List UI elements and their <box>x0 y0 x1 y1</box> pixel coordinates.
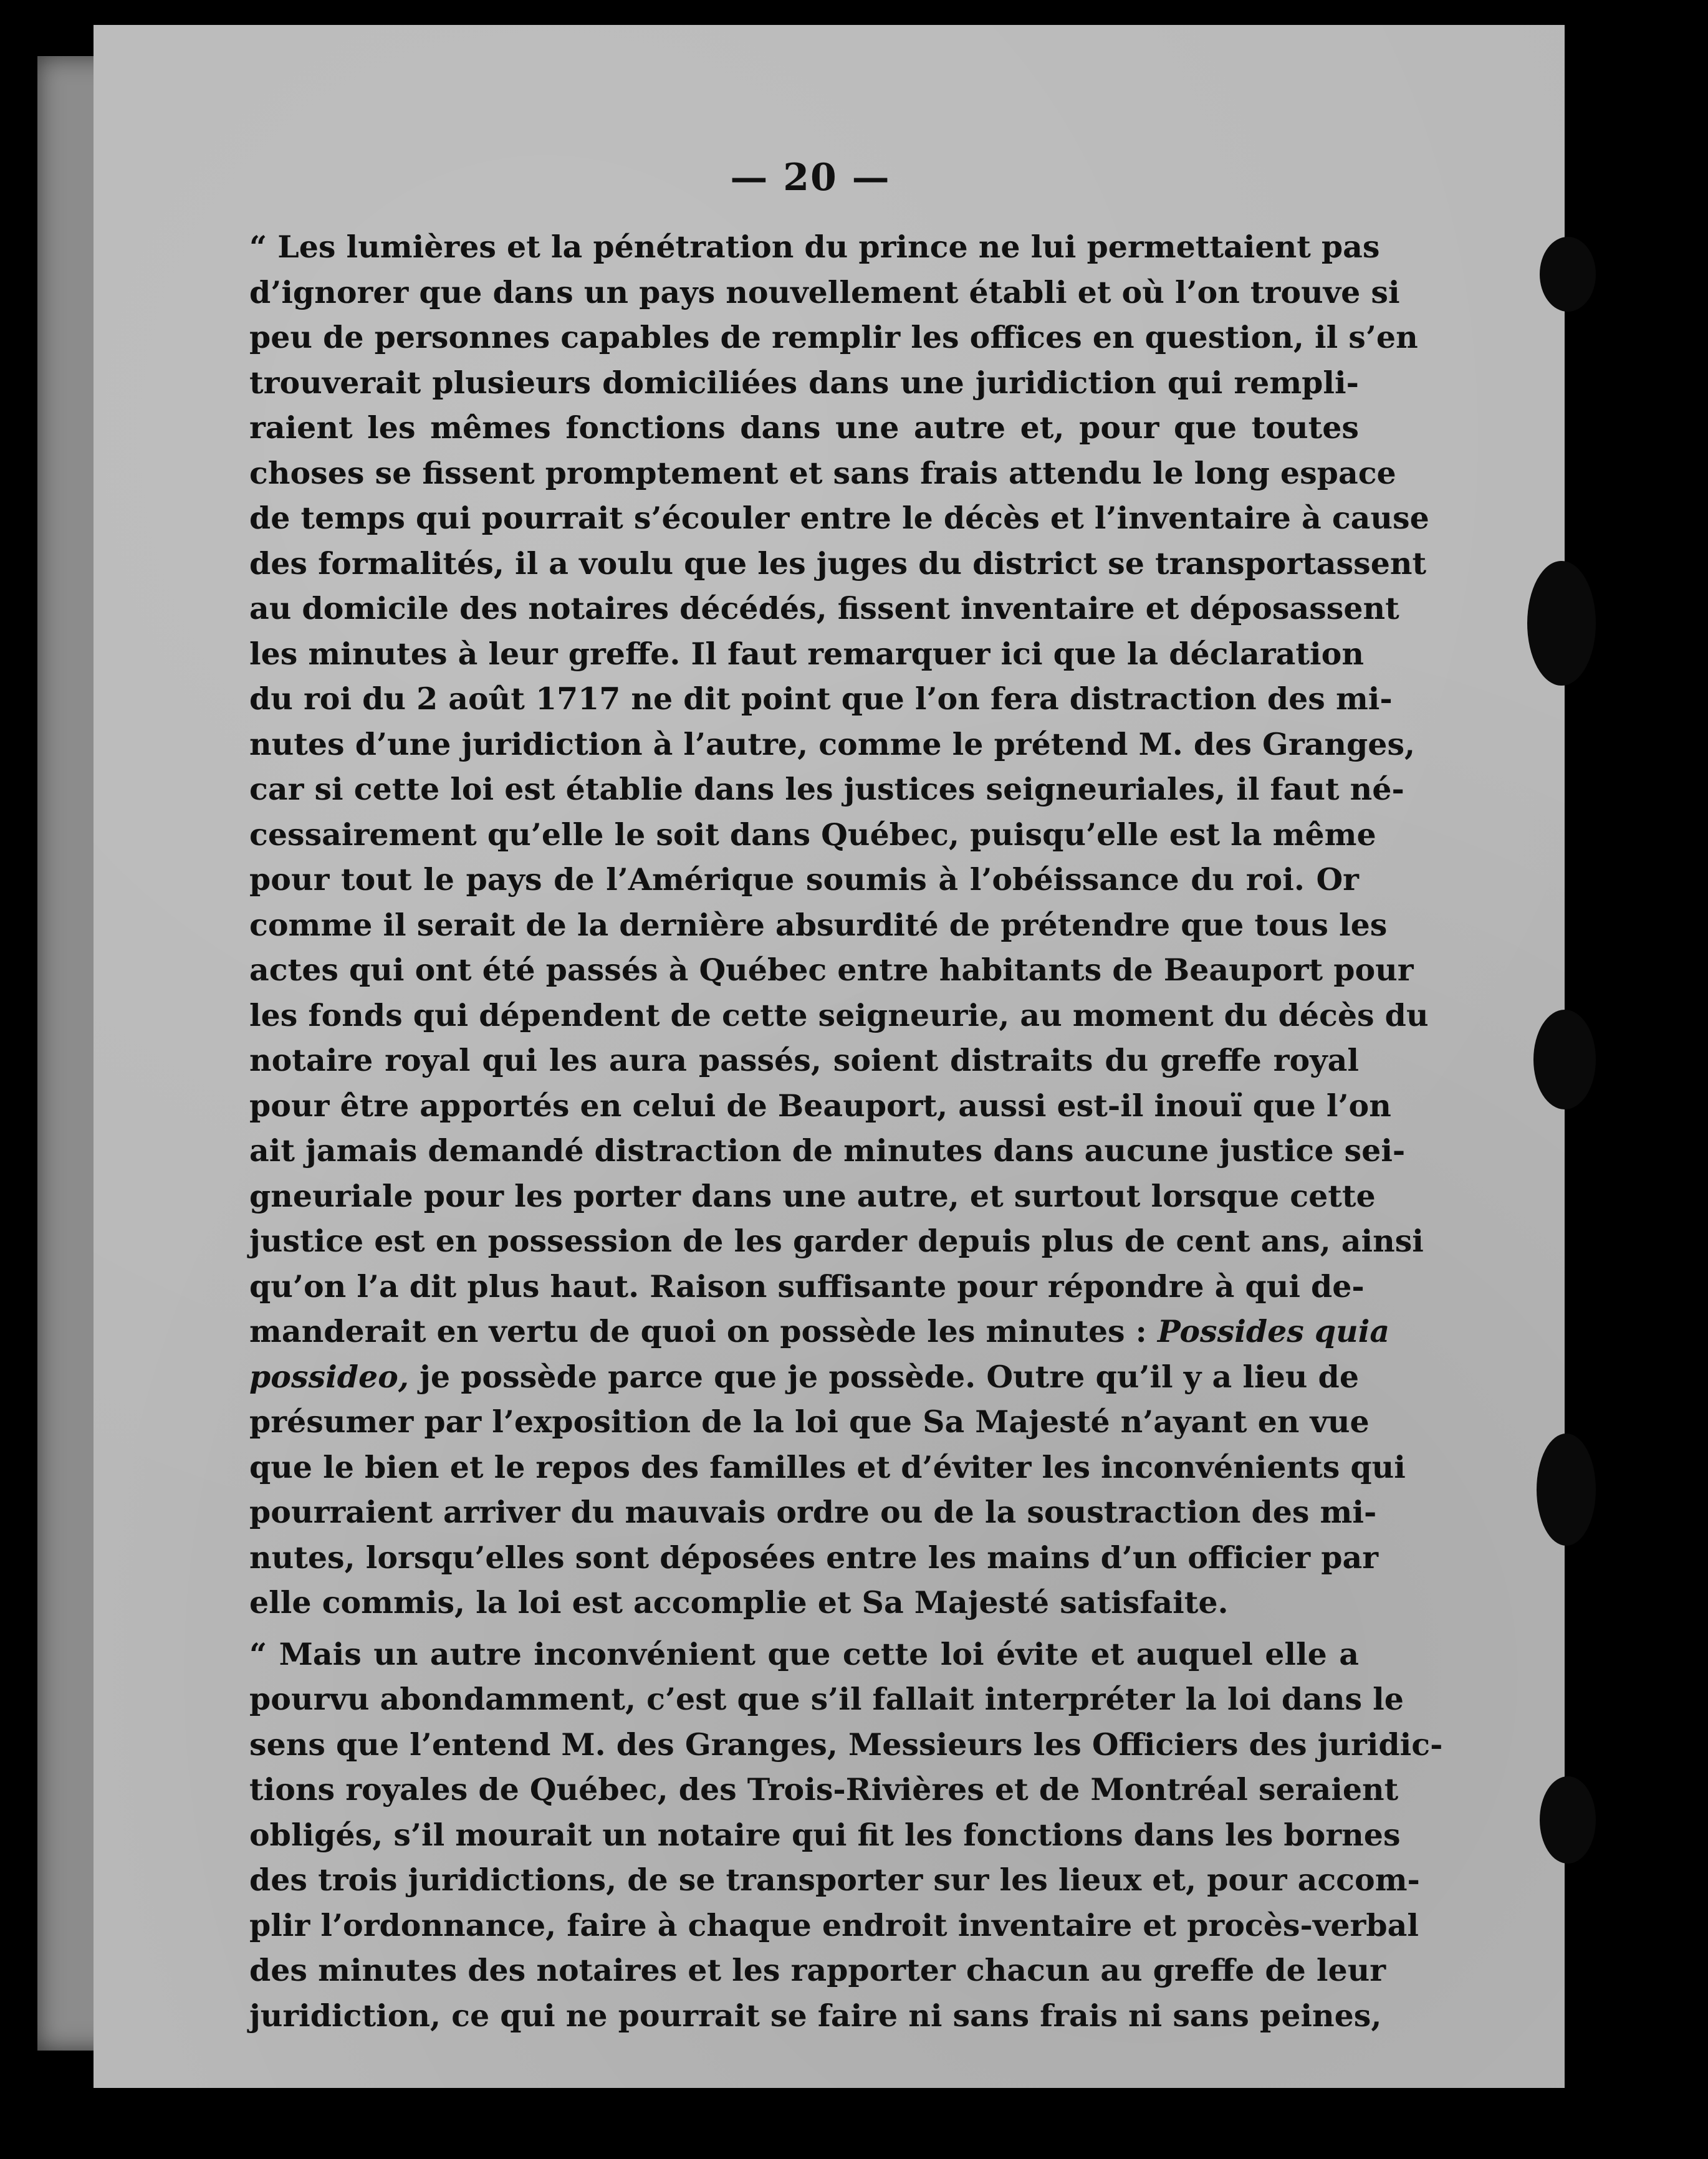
text-segment: manderait en vertu de quoi on possède les minutes : <box>249 1313 1147 1349</box>
text-line: trouverait plusieurs domiciliées dans une juridiction qui rempli- <box>249 364 1359 401</box>
text-line-with-italic <box>249 1309 1390 1354</box>
text-line: cessairement qu’elle le soit dans Québec, puisqu’elle est la même <box>249 816 1376 853</box>
text-line: actes qui ont été passés à Québec entre habitants de Beauport pour <box>249 952 1414 988</box>
body-text <box>249 224 1443 2038</box>
text-line: juridiction, ce qui ne pourrait se faire ni sans frais ni sans peines, <box>249 1997 1382 2034</box>
text-line: pour tout le pays de l’Amérique soumis à l’obéissance du roi. Or <box>249 861 1359 898</box>
text-line: de temps qui pourrait s’écouler entre le décès et l’inventaire à cause <box>249 500 1429 536</box>
latin-phrase: Possides quia <box>1146 1313 1390 1349</box>
text-line: nutes d’une juridiction à l’autre, comme le prétend M. des Granges, <box>249 725 1416 762</box>
text-line: les fonds qui dépendent de cette seigneurie, au moment du décès du <box>249 997 1429 1033</box>
tear-mark <box>1540 237 1596 312</box>
text-line: sens que l’entend M. des Granges, Messieurs les Officiers des juridic- <box>249 1726 1443 1763</box>
text-line: présumer par l’exposition de la loi que Sa Majesté n’ayant en vue <box>249 1404 1370 1440</box>
text-line: au domicile des notaires décédés, fissent inventaire et déposassent <box>249 590 1399 626</box>
tear-mark <box>1527 561 1596 686</box>
text-line-with-italic <box>249 1354 1359 1400</box>
text-line: plir l’ordonnance, faire à chaque endroit inventaire et procès-verbal <box>249 1907 1419 1943</box>
text-line: justice est en possession de les garder depuis plus de cent ans, ainsi <box>249 1223 1424 1259</box>
text-line: elle commis, la loi est accomplie et Sa Majesté satisfaite. <box>249 1584 1229 1620</box>
text-line: car si cette loi est établie dans les justices seigneuriales, il faut né- <box>249 771 1404 807</box>
text-line: du roi du 2 août 1717 ne dit point que l’on fera distraction des mi- <box>249 681 1393 717</box>
text-line: nutes, lorsqu’elles sont déposées entre les mains d’un officier par <box>249 1539 1379 1576</box>
text-line: “ Mais un autre inconvénient que cette loi évite et auquel elle a <box>249 1635 1359 1672</box>
text-line: des trois juridictions, de se transporter sur les lieux et, pour accom- <box>249 1862 1420 1898</box>
text-line: “ Les lumières et la pénétration du prince ne lui permettaient pas <box>249 229 1380 265</box>
text-line: des formalités, il a voulu que les juges du district se transportassent <box>249 545 1427 582</box>
tear-mark <box>1533 1010 1596 1109</box>
text-line: tions royales de Québec, des Trois-Rivières et de Montréal seraient <box>249 1771 1399 1807</box>
text-line: que le bien et le repos des familles et d’éviter les inconvénients qui <box>249 1448 1406 1485</box>
text-line: pourvu abondamment, c’est que s’il fallait interpréter la loi dans le <box>249 1681 1404 1717</box>
page-number: — 20 — <box>730 156 891 199</box>
tear-mark <box>1537 1434 1596 1546</box>
text-line: obligés, s’il mourait un notaire qui fit les fonctions dans les bornes <box>249 1816 1401 1853</box>
text-line: pour être apportés en celui de Beauport, aussi est-il inouï que l’on <box>249 1087 1391 1124</box>
text-segment: je possède parce que je possède. Outre qu’il y a lieu de <box>408 1358 1359 1395</box>
text-line: gneuriale pour les porter dans une autre, et surtout lorsque cette <box>249 1177 1376 1214</box>
latin-phrase: possideo, <box>249 1358 409 1395</box>
text-line: choses se fissent promptement et sans frais attendu le long espace <box>249 454 1396 491</box>
text-line: notaire royal qui les aura passés, soient distraits du greffe royal <box>249 1042 1359 1078</box>
torn-right-edge <box>1565 0 1708 2159</box>
text-line: d’ignorer que dans un pays nouvellement établi et où l’on trouve si <box>249 274 1400 310</box>
text-line: des minutes des notaires et les rapporter chacun au greffe de leur <box>249 1952 1386 1988</box>
text-line: pourraient arriver du mauvais ordre ou de la soustraction des mi- <box>249 1494 1377 1530</box>
text-line: ait jamais demandé distraction de minutes dans aucune justice sei- <box>249 1132 1406 1169</box>
text-line: raient les mêmes fonctions dans une autre et, pour que toutes <box>249 409 1359 446</box>
text-line: les minutes à leur greffe. Il faut remarquer ici que la déclaration <box>249 635 1364 672</box>
text-line: peu de personnes capables de remplir les offices en question, il s’en <box>249 319 1418 355</box>
text-line: comme il serait de la dernière absurdité de prétendre que tous les <box>249 906 1388 943</box>
paragraph-gap <box>249 1625 1359 1632</box>
text-line: qu’on l’a dit plus haut. Raison suffisante pour répondre à qui de- <box>249 1268 1365 1304</box>
tear-mark <box>1540 1776 1596 1864</box>
